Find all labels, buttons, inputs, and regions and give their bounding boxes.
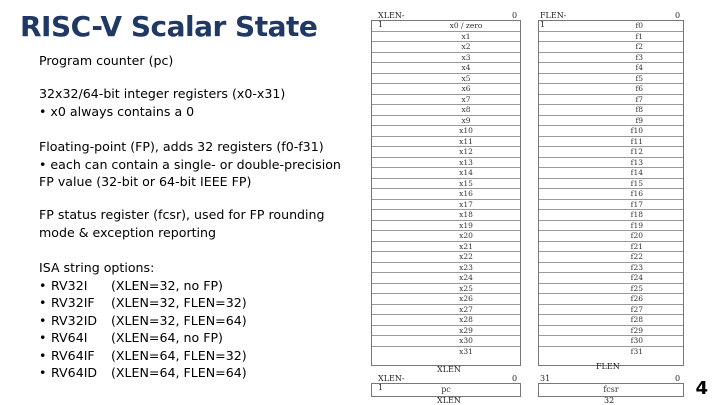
bullet: •	[39, 277, 47, 293]
register-row: x23	[372, 263, 520, 274]
register-row: f15	[539, 179, 683, 190]
isa-option-name: RV32I	[51, 277, 88, 293]
xlen-header: XLEN-1	[378, 11, 405, 29]
bullet: •	[39, 330, 47, 345]
page-number: 4	[695, 378, 708, 399]
register-row: x0 / zero	[372, 21, 520, 32]
fcsr-zero: 0	[675, 374, 681, 383]
isa-option-desc: (XLEN=64, FLEN=64)	[111, 365, 247, 380]
register-row: f2	[539, 42, 683, 53]
register-row: x8	[372, 105, 520, 116]
flen-label: FLEN	[596, 362, 620, 371]
bullet: •	[39, 295, 47, 310]
fp-description	[39, 138, 369, 191]
register-row: f31	[630, 346, 643, 356]
register-row: f13	[539, 158, 683, 169]
register-row: f3	[539, 53, 683, 64]
flen-header: FLEN-1	[540, 11, 567, 29]
register-row: x12	[372, 147, 520, 158]
fp-text-line: FP value (32-bit or 64-bit IEEE FP)	[39, 174, 252, 189]
register-row: x1	[372, 32, 520, 43]
int-text-line: 32x32/64-bit integer registers (x0-x31)	[39, 86, 286, 101]
register-row: f25	[539, 284, 683, 295]
isa-option-desc: (XLEN=64, FLEN=32)	[111, 347, 247, 363]
fcsr-width: 32	[604, 396, 615, 405]
register-row: f26	[539, 294, 683, 305]
register-row: x9	[372, 116, 520, 127]
register-row: f27	[539, 305, 683, 316]
bullet: •	[39, 312, 47, 328]
register-row: f17	[539, 200, 683, 211]
register-row: f11	[539, 137, 683, 148]
register-row: f18	[539, 210, 683, 221]
isa-header: ISA string options:	[39, 260, 155, 275]
pc-xlen-header: XLEN-1	[378, 374, 405, 392]
integer-register-file	[371, 20, 521, 366]
bullet: •	[39, 365, 47, 380]
bullet: •	[39, 347, 47, 363]
register-row: x11	[372, 137, 520, 148]
pc-description	[39, 52, 369, 70]
register-row: x6	[372, 84, 520, 95]
register-row: x20	[372, 231, 520, 242]
register-row: f23	[539, 263, 683, 274]
register-row: x10	[372, 126, 520, 137]
register-row: f5	[539, 74, 683, 85]
isa-option-desc: (XLEN=32, FLEN=64)	[111, 312, 247, 328]
register-row: f8	[539, 105, 683, 116]
isa-option	[39, 329, 369, 347]
register-row: f20	[539, 231, 683, 242]
isa-option	[39, 294, 369, 312]
register-row: x18	[372, 210, 520, 221]
fp-text-line: Floating-point (FP), adds 32 registers (f0-f31)	[39, 139, 324, 154]
register-row: x22	[372, 252, 520, 263]
register-row: x21	[372, 242, 520, 253]
register-row: x13	[372, 158, 520, 169]
register-row: f7	[539, 95, 683, 106]
register-row: x30	[372, 336, 520, 347]
pc-text: Program counter (pc)	[39, 53, 174, 68]
register-row: x31	[459, 346, 473, 356]
register-row: f22	[539, 252, 683, 263]
isa-option	[39, 364, 369, 382]
isa-option-name: RV32IF	[51, 295, 95, 310]
int-description	[39, 85, 369, 120]
fcsr-31: 31	[540, 374, 551, 383]
register-row: f30	[539, 336, 683, 347]
fcsr-description	[39, 206, 369, 241]
register-row: x14	[372, 168, 520, 179]
slide-title: RISC-V Scalar State	[20, 10, 318, 43]
register-row: x17	[372, 200, 520, 211]
register-row: x3	[372, 53, 520, 64]
pc-xlen-label: XLEN	[437, 396, 461, 405]
register-row: x4	[372, 63, 520, 74]
fp-register-file	[538, 20, 684, 366]
pc-zero: 0	[512, 374, 518, 383]
isa-option-name: RV64IF	[51, 347, 95, 363]
xlen-zero: 0	[512, 11, 518, 20]
isa-options	[39, 259, 369, 382]
register-row: f29	[539, 326, 683, 337]
register-row: f28	[539, 315, 683, 326]
register-row: f14	[539, 168, 683, 179]
isa-option-desc: (XLEN=32, no FP)	[111, 277, 223, 293]
isa-option	[39, 277, 369, 295]
register-row: f9	[539, 116, 683, 127]
isa-option	[39, 347, 369, 365]
register-row: x24	[372, 273, 520, 284]
isa-option-name: RV64I	[51, 330, 88, 345]
register-row: x29	[372, 326, 520, 337]
register-row: f4	[539, 63, 683, 74]
register-row: x2	[372, 42, 520, 53]
register-row: f21	[539, 242, 683, 253]
isa-option-desc: (XLEN=32, FLEN=32)	[111, 295, 247, 310]
isa-option-name: RV64ID	[51, 365, 98, 380]
register-row: x27	[372, 305, 520, 316]
register-row: f10	[539, 126, 683, 137]
fcsr-text-line: mode & exception reporting	[39, 224, 217, 240]
flen-zero: 0	[675, 11, 681, 20]
isa-option	[39, 312, 369, 330]
register-row: f19	[539, 221, 683, 232]
register-row: f1	[539, 32, 683, 43]
fcsr-register: fcsr	[538, 383, 684, 397]
register-row: x7	[372, 95, 520, 106]
register-row: x15	[372, 179, 520, 190]
register-row: x25	[372, 284, 520, 295]
isa-option-desc: (XLEN=64, no FP)	[111, 330, 223, 345]
isa-option-name: RV32ID	[51, 312, 98, 328]
register-row: f0	[539, 21, 683, 32]
xlen-label: XLEN	[437, 365, 461, 374]
register-row: f16	[539, 189, 683, 200]
register-row: x16	[372, 189, 520, 200]
register-row: f6	[539, 84, 683, 95]
register-row: f12	[539, 147, 683, 158]
register-row: x26	[372, 294, 520, 305]
register-row: f24	[539, 273, 683, 284]
fcsr-text-line: FP status register (fcsr), used for FP rounding	[39, 207, 325, 222]
fp-text-line: • each can contain a single- or double-precision	[39, 156, 341, 172]
pc-register: pc	[371, 383, 521, 397]
int-text-line: • x0 always contains a 0	[39, 103, 195, 119]
register-row: x5	[372, 74, 520, 85]
register-row: x19	[372, 221, 520, 232]
register-row: x28	[372, 315, 520, 326]
